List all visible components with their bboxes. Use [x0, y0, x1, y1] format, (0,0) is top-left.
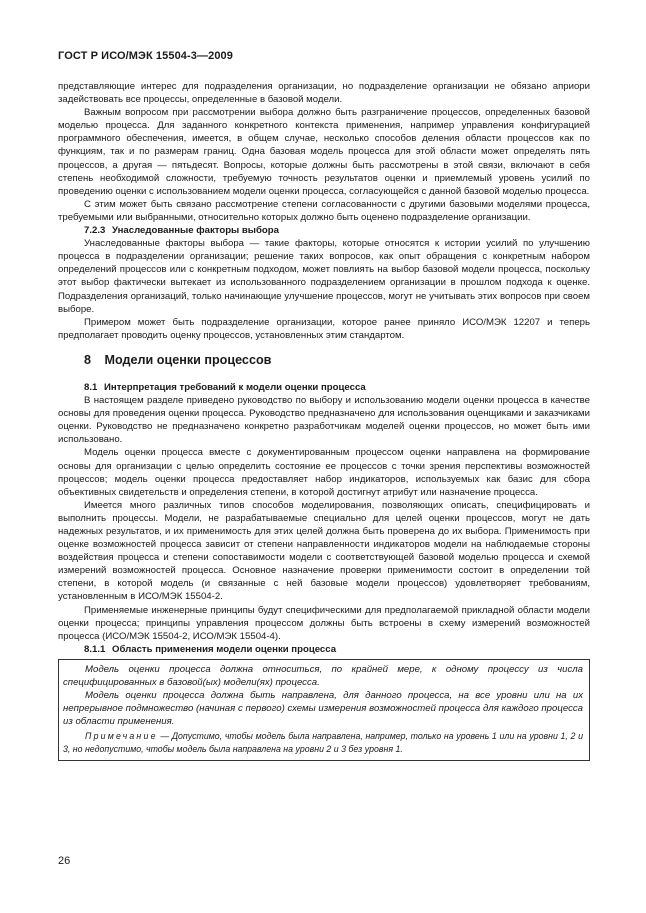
section-number: 7.2.3 — [84, 225, 106, 237]
paragraph: В настоящем разделе приведено руководство по выбору и использованию модели оценки процесса в качестве основы для проведения оценки процесса. Руководство предназначено для использования оценщиками и заказчиками оценки. Руководство не предназначено конкретно разработчикам моделей оценки процессов, но может быть ими использовано. — [58, 395, 590, 446]
section-heading-8-1-1 — [58, 643, 590, 656]
section-number: 8.1 — [84, 381, 98, 393]
section-heading-8 — [58, 354, 590, 367]
requirements-box — [58, 659, 590, 761]
note-text: — Допустимо, чтобы модель была направлена, например, только на уровень 1 или на уровни 1, 2 и 3, но недопустимо, чтобы модель была направлена на уровни 2 и 3 без уровня 1. — [63, 731, 583, 754]
section-heading-7-2-3 — [58, 224, 590, 237]
requirement-text: Модель оценки процесса должна быть направлена, для данного процесса, на все уровни или на их непрерывное подмножество (начиная с первого) схемы измерения возможностей процесса для каждого процесса из области применения. — [63, 690, 583, 728]
paragraph: Имеется много различных типов способов моделирования, позволяющих описать, специфицировать и выполнить процессы. Модели, не разрабатываемые специально для целей оценки процессов, могут не дать надежных результатов, и их применимость для этих целей должна быть проверена до их выбора. Применимость при оценке возможностей процесса зависит от степени направленности индикаторов модели на наблюдаемые стороны воздействия процесса и степени сопоставимости модели с соответствующей базовой моделью процесса и схемой измерений возможностей процесса. Основное назначение проверки применимости состоит в определении той степени, в которой модель (и связанные с ней базовые модели процессов) удовлетворяет требованиям, установленным в ИСО/МЭК 15504-2. — [58, 499, 590, 603]
page-number: 26 — [58, 855, 71, 867]
note-label: Примечание — [85, 731, 158, 742]
paragraph: С этим может быть связано рассмотрение степени согласованности с другими базовыми моделями процесса, требуемыми или выбранными, относительно которых должно быть оценено подразделение организации. — [58, 198, 590, 223]
section-number: 8.1.1 — [84, 643, 106, 655]
requirement-text: Модель оценки процесса должна относиться, по крайней мере, к одному процессу из числа специфицированных в базовой(ых) модели(ях) процесса. — [63, 663, 583, 689]
section-title: Унаследованные факторы выбора — [112, 225, 279, 237]
paragraph: представляющие интерес для подразделения организации, но подразделение организации не обязано априори задействовать все процессы, определенные в базовой модели. — [58, 81, 590, 106]
section-title: Область применения модели оценки процесса — [112, 643, 337, 655]
note — [63, 730, 583, 755]
paragraph: Модель оценки процесса вместе с документированным процессом оценки направлена на формирование основы для организации с целью определить состояние ее процессов с точки зрения перспективы возможностей процессов; модель оценки процесса предоставляет набор индикаторов, используемых как базис для сбора объективных свидетельств и определения степени, в которой достигнут атрибут или назначение процесса. — [58, 447, 590, 498]
paragraph: Унаследованные факторы выбора — такие факторы, которые относятся к истории усилий по улучшению процесса в подразделении организации; решение таких вопросов, как опыт обращения с конкретным набором определений процессов или с конкретным подходом, может повлиять на выбор базовой модели процесса, поскольку этот выбор фактически вытекает из использованного подразделением организации в прошлом подхода к оценке. Подразделения организаций, только начинающие улучшение процессов, могут не учитывать этих вопросов при своем выборе. — [58, 238, 590, 315]
document-header: ГОСТ Р ИСО/МЭК 15504-3—2009 — [58, 50, 233, 62]
section-heading-8-1 — [58, 381, 590, 394]
paragraph: Важным вопросом при рассмотрении выбора должно быть разграничение процессов, определенных базовой моделью процесса. Для заданного конкретного контекста применения, например управления конфигурацией программного обеспечения, имеется, в общем случае, несколько способов деления области процессов как по функциям, так и по размерам границ. Одна базовая модель процесса для этой области может определять пять процессов, а другая — пятьдесят. Вопросы, которые должны быть рассмотрены в этой связи, включают в себя степень необходимой сложности, требуемую точность результатов оценки и приемлемый уровень усилий по проведению оценки с использованием модели оценки процесса, согласующейся с данной базовой моделью процесса. — [58, 107, 590, 197]
section-number: 8 — [84, 352, 92, 367]
paragraph: Применяемые инженерные принципы будут специфическими для предполагаемой прикладной области модели оценки процесса; принципы управления процессом должны быть встроены в схему измерений возможностей процесса (ИСО/МЭК 15504-2, ИСО/МЭК 15504-4). — [58, 604, 590, 642]
section-title: Интерпретация требований к модели оценки процесса — [104, 381, 366, 393]
paragraph: Примером может быть подразделение организации, которое ранее приняло ИСО/МЭК 12207 и теперь предполагает проводить оценку процессов, установленных этим стандартом. — [58, 316, 590, 341]
section-title: Модели оценки процессов — [104, 352, 272, 367]
document-body — [58, 80, 590, 761]
